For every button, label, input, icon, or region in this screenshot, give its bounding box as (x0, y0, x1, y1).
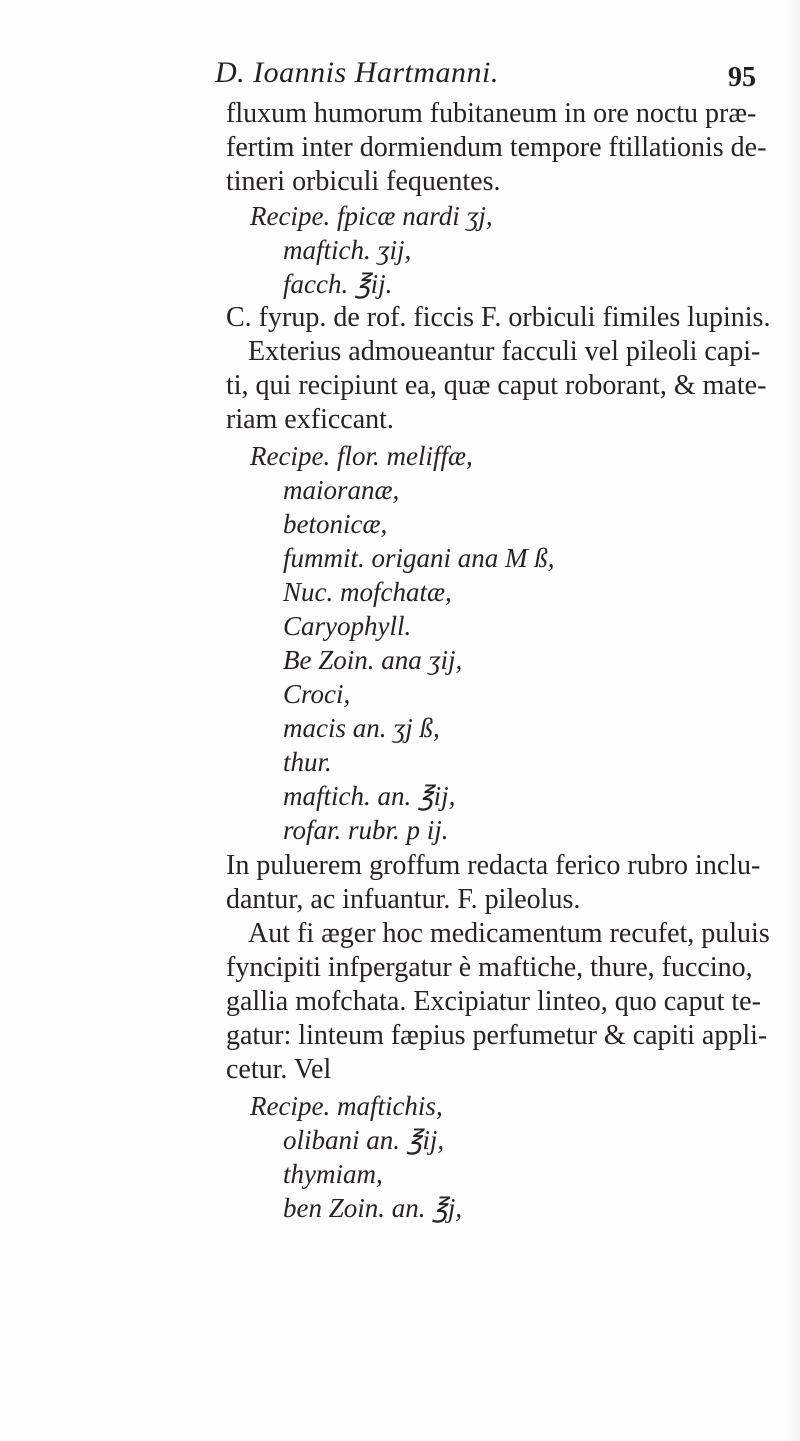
text-line: fyncipiti infpergatur è maftiche, thure, fuccino, (226, 952, 753, 983)
prescription-line: maioranæ, (283, 475, 400, 505)
prescription-line: Caryophyll. (283, 611, 412, 641)
text-line: fertim inter dormiendum tempore ftillationis de- (226, 132, 767, 163)
prescription-line: Recipe. flor. meliffæ, (250, 441, 473, 471)
prescription-line: Croci, (283, 679, 351, 709)
text-line: cetur. Vel (226, 1054, 332, 1085)
page-edge-shadow (786, 0, 800, 1441)
running-head: D. Ioannis Hartmanni. (215, 56, 499, 89)
text-line: C. fyrup. de rof. ficcis F. orbiculi fimiles lupinis. (226, 302, 771, 333)
prescription-line: Recipe. maftichis, (250, 1091, 443, 1121)
prescription-line: Be Zoin. ana ʒij, (283, 645, 463, 675)
prescription-line: maftich. ʒij, (283, 235, 412, 265)
prescription-line: facch. ℥ij. (283, 269, 393, 299)
text-line: riam exficcant. (226, 404, 394, 435)
prescription-line: fummit. origani ana M ß, (283, 543, 555, 573)
text-line: gatur: linteum fæpius perfumetur & capiti appli- (226, 1020, 768, 1051)
text-line: tineri orbiculi fequentes. (226, 166, 501, 197)
prescription-line: betonicæ, (283, 509, 388, 539)
prescription-line: ben Zoin. an. ℥j, (283, 1193, 463, 1223)
text-line: Aut fi æger hoc medicamentum recufet, puluis (248, 918, 770, 949)
prescription-line: olibani an. ℥ij, (283, 1125, 445, 1155)
text-line: dantur, ac infuantur. F. pileolus. (226, 884, 581, 915)
prescription-line: thur. (283, 747, 332, 777)
text-line: Exterius admoueantur facculi vel pileoli capi- (248, 336, 761, 367)
prescription-line: Recipe. fpicæ nardi ʒj, (250, 201, 493, 231)
text-line: In puluerem groffum redacta ferico rubro inclu- (226, 850, 761, 881)
prescription-line: macis an. ʒj ß, (283, 713, 440, 743)
text-line: ti, qui recipiunt ea, quæ caput roborant, & mate- (226, 370, 767, 401)
prescription-line: Nuc. mofchatæ, (283, 577, 452, 607)
text-line: gallia mofchata. Excipiatur linteo, quo caput te- (226, 986, 761, 1017)
prescription-line: maftich. an. ℥ij, (283, 781, 456, 811)
page-header (0, 52, 800, 102)
page-number: 95 (728, 62, 756, 93)
prescription-line: rofar. rubr. p ij. (283, 815, 449, 845)
text-line: fluxum humorum fubitaneum in ore noctu præ- (226, 98, 757, 129)
prescription-line: thymiam, (283, 1159, 383, 1189)
